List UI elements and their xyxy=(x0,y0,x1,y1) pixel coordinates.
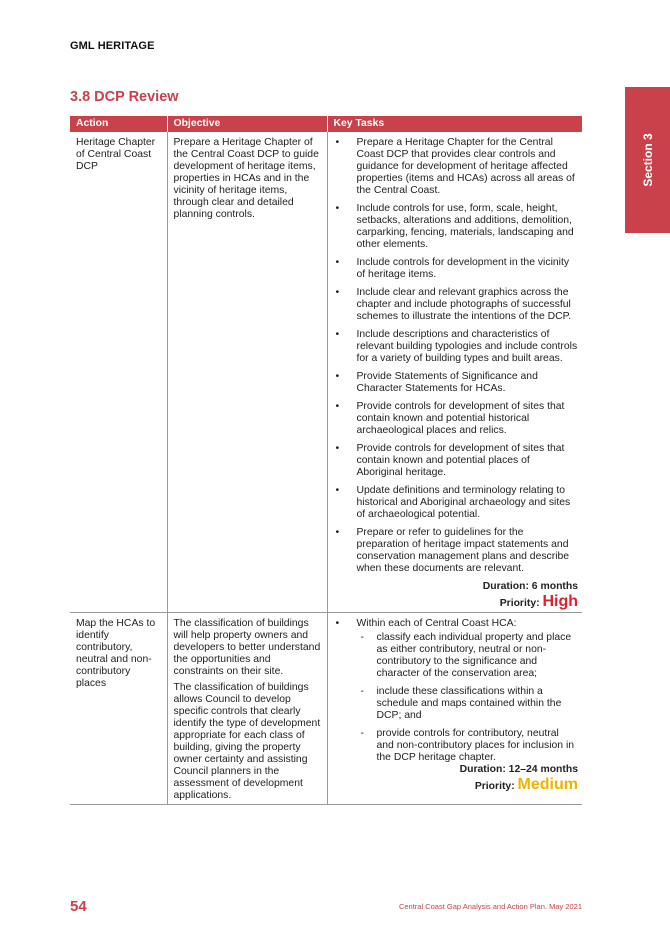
priority-label: Priority: xyxy=(474,781,515,792)
task-item: • Provide Statements of Significance and Character Statements for HCAs. xyxy=(334,371,579,395)
task-item: • Provide controls for development of sites that contain known and potential historical archaeological places and relics. xyxy=(334,401,579,437)
priority-value-medium: Medium xyxy=(517,776,578,793)
priority-line xyxy=(334,593,579,610)
task-item: • Include clear and relevant graphics across the chapter and include photographs of successful schemes to illustrate the intentions of the DCP. xyxy=(334,287,579,323)
page-number: 54 xyxy=(70,898,87,915)
table-row xyxy=(70,132,582,613)
column-header-objective: Objective xyxy=(167,116,327,132)
section-title: 3.8 DCP Review xyxy=(70,89,179,105)
duration-label: Duration: 6 months xyxy=(482,581,578,592)
objective-paragraph: Prepare a Heritage Chapter of the Central Coast DCP to guide development of heritage items, properties in HCAs and in the vicinity of heritage items, through clear and detailed planning controls. xyxy=(173,137,319,220)
table-row xyxy=(70,613,582,805)
duration-label: Duration: 12–24 months xyxy=(459,764,578,775)
objective-cell xyxy=(167,132,327,613)
running-header: GML HERITAGE xyxy=(70,40,155,52)
key-tasks-cell xyxy=(327,613,582,805)
task-list xyxy=(334,618,579,764)
task-intro: Within each of Central Coast HCA: xyxy=(356,618,517,629)
subtask-item: - include these classifications within a schedule and maps contained within the DCP; and xyxy=(357,686,579,722)
footer-date: May 2021 xyxy=(549,902,582,911)
column-header-action: Action xyxy=(70,116,167,132)
footer-document-title xyxy=(399,902,582,911)
task-item: • Prepare or refer to guidelines for the preparation of heritage impact statements and conservation management plans and describe when these documents are relevant. xyxy=(334,527,579,575)
dcp-review-table xyxy=(70,116,582,805)
task-item: • Include descriptions and characteristics of relevant building typologies and include controls for a variety of building types and built areas. xyxy=(334,329,579,365)
priority-label: Priority: xyxy=(499,598,540,609)
priority-value-high: High xyxy=(542,593,578,610)
key-tasks-cell xyxy=(327,132,582,613)
objective-paragraph: The classification of buildings allows Council to develop specific controls that clearly identify the type of development appropriate for each class of building, giving the property owner certainty and assisting Council planners in the assessment of development applications. xyxy=(173,682,321,801)
subtask-item: - classify each individual property and place as either contributory, neutral or non-contributory to the significance and character of the conservation area; xyxy=(357,632,579,680)
task-list xyxy=(334,137,579,575)
footer-document-name: Central Coast Gap Analysis and Action Plan. xyxy=(398,902,547,911)
task-item: • Prepare a Heritage Chapter for the Central Coast DCP that provides clear controls and guidance for development of heritage affected properties (items and HCAs) across all areas of the Central Coast. xyxy=(334,137,579,197)
subtask-list xyxy=(357,632,579,764)
action-cell: Map the HCAs to identify contributory, neutral and non-contributory places xyxy=(70,613,167,805)
task-item: • Include controls for use, form, scale, height, setbacks, alterations and additions, demolition, carparking, fencing, materials, landscaping and other elements. xyxy=(334,203,579,251)
column-header-key-tasks: Key Tasks xyxy=(327,116,582,132)
objective-cell xyxy=(167,613,327,805)
task-item xyxy=(334,618,579,764)
objective-paragraph: The classification of buildings will help property owners and developers to better understand the opportunities and constraints on their site. xyxy=(173,618,321,677)
action-cell: Heritage Chapter of Central Coast DCP xyxy=(70,132,167,613)
table-header-row xyxy=(70,116,582,132)
section-tab-label: Section 3 xyxy=(640,133,655,187)
subtask-item: - provide controls for contributory, neutral and non-contributory places for inclusion in the DCP heritage chapter. xyxy=(357,728,579,764)
task-item: • Update definitions and terminology relating to historical and Aboriginal archaeology and sites of archaeological potential. xyxy=(334,485,579,521)
task-item: • Include controls for development in the vicinity of heritage items. xyxy=(334,257,579,281)
priority-line xyxy=(334,776,579,793)
section-tab xyxy=(625,87,670,233)
task-item: • Provide controls for development of sites that contain known and potential places of Aboriginal heritage. xyxy=(334,443,579,479)
